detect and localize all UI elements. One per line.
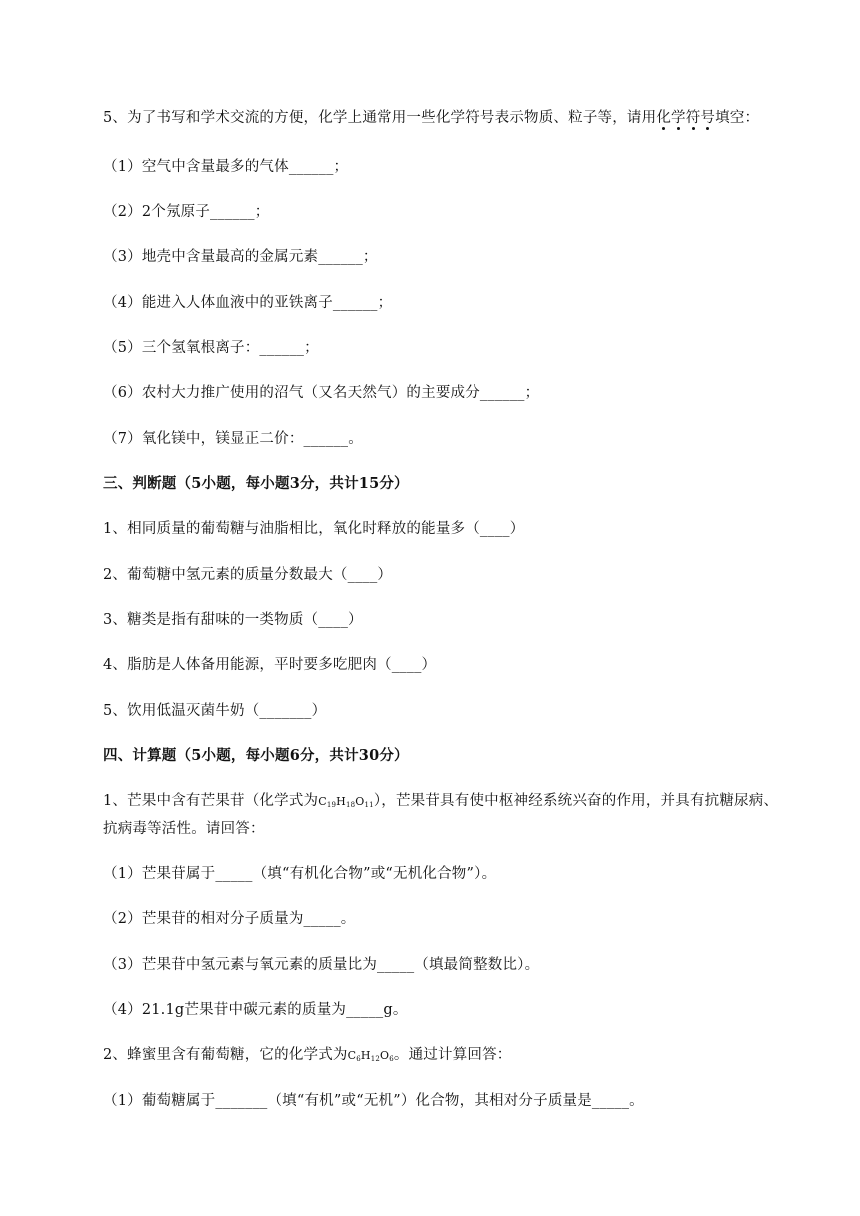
formula-element-h: H — [360, 1049, 371, 1062]
judgement-item-3: 3、糖类是指有甜味的一类物质（____） — [103, 612, 363, 628]
formula-subscript-o: 11 — [364, 801, 374, 809]
section-4-title: 四、计算题（5小题，每小题6分，共计30分） — [103, 747, 409, 764]
formula-element-o: O — [355, 795, 365, 808]
calc-question-1-stem-text: 1、芒果中含有芒果苷（化学式为 — [103, 793, 319, 809]
calc-question-1-item-1: （1）芒果苷属于_____（填“有机化合物”或“无机化合物”）。 — [103, 866, 497, 882]
formula-subscript-c: 19 — [326, 801, 337, 809]
question-5-item-1: （1）空气中含量最多的气体______； — [103, 159, 349, 175]
mangiferin-formula — [318, 795, 374, 808]
judgement-item-5: 5、饮用低温灭菌牛奶（_______） — [103, 703, 327, 719]
section-3-title: 三、判断题（5小题，每小题3分，共计15分） — [103, 475, 409, 492]
formula-subscript-o: 6 — [389, 1055, 394, 1063]
question-5-stem-text: 5、为了书写和学术交流的方便，化学上通常用一些化学符号表示物质、粒子等，请用 — [103, 110, 657, 126]
glucose-formula — [348, 1049, 394, 1062]
formula-element-h: H — [336, 795, 346, 808]
formula-subscript-h: 18 — [345, 801, 356, 809]
emphasized-text-content: 化学符号 — [656, 110, 716, 126]
calc-question-1-item-2: （2）芒果苷的相对分子质量为_____。 — [103, 911, 356, 927]
question-5-item-4: （4）能进入人体血液中的亚铁离子______； — [103, 295, 393, 311]
calc-question-1-stem — [103, 791, 778, 815]
calc-question-1-stem-end: ），芒果苷具有使中枢神经系统兴奋的作用，并具有抗糖尿病、 — [373, 793, 779, 809]
question-5-item-3: （3）地壳中含量最高的金属元素______； — [103, 249, 378, 265]
question-5-item-5: （5）三个氢氧根离子：______； — [103, 340, 319, 356]
calc-question-2-stem-end: 。通过计算回答： — [393, 1047, 512, 1063]
question-5-stem-end: 填空： — [715, 110, 760, 126]
judgement-item-2: 2、葡萄糖中氢元素的质量分数最大（____） — [103, 567, 393, 583]
question-5-item-2: （2）2个氖原子______； — [103, 204, 270, 220]
calc-question-1-stem-line-2: 抗病毒等活性。请回答： — [103, 821, 265, 837]
judgement-item-1: 1、相同质量的葡萄糖与油脂相比，氧化时释放的能量多（____） — [103, 521, 525, 537]
formula-subscript-c: 6 — [356, 1055, 361, 1063]
calc-question-1-item-3: （3）芒果苷中氢元素与氧元素的质量比为_____（填最简整数比）。 — [103, 957, 540, 973]
emphasis-dots — [656, 127, 715, 133]
question-5-item-7: （7）氧化镁中，镁显正二价：______。 — [103, 431, 363, 447]
calc-question-1-item-4: （4）21.1g芒果苷中碳元素的质量为_____g。 — [103, 1002, 408, 1018]
emphasized-text — [656, 110, 715, 126]
formula-element-c: C — [347, 1049, 357, 1062]
calc-question-2-stem — [103, 1045, 512, 1069]
calc-question-2-item-1: （1）葡萄糖属于_______（填“有机”或“无机”）化合物，其相对分子质量是_____。 — [103, 1093, 644, 1109]
formula-subscript-h: 12 — [370, 1055, 381, 1063]
formula-element-o: O — [380, 1049, 390, 1062]
question-5-item-6: （6）农村大力推广使用的沼气（又名天然气）的主要成分______； — [103, 385, 540, 401]
judgement-item-4: 4、脂肪是人体备用能源，平时要多吃肥肉（____） — [103, 657, 437, 673]
calc-question-2-stem-text: 2、蜂蜜里含有葡萄糖，它的化学式为 — [103, 1047, 348, 1063]
question-5-stem — [103, 108, 759, 128]
formula-element-c: C — [318, 795, 327, 808]
